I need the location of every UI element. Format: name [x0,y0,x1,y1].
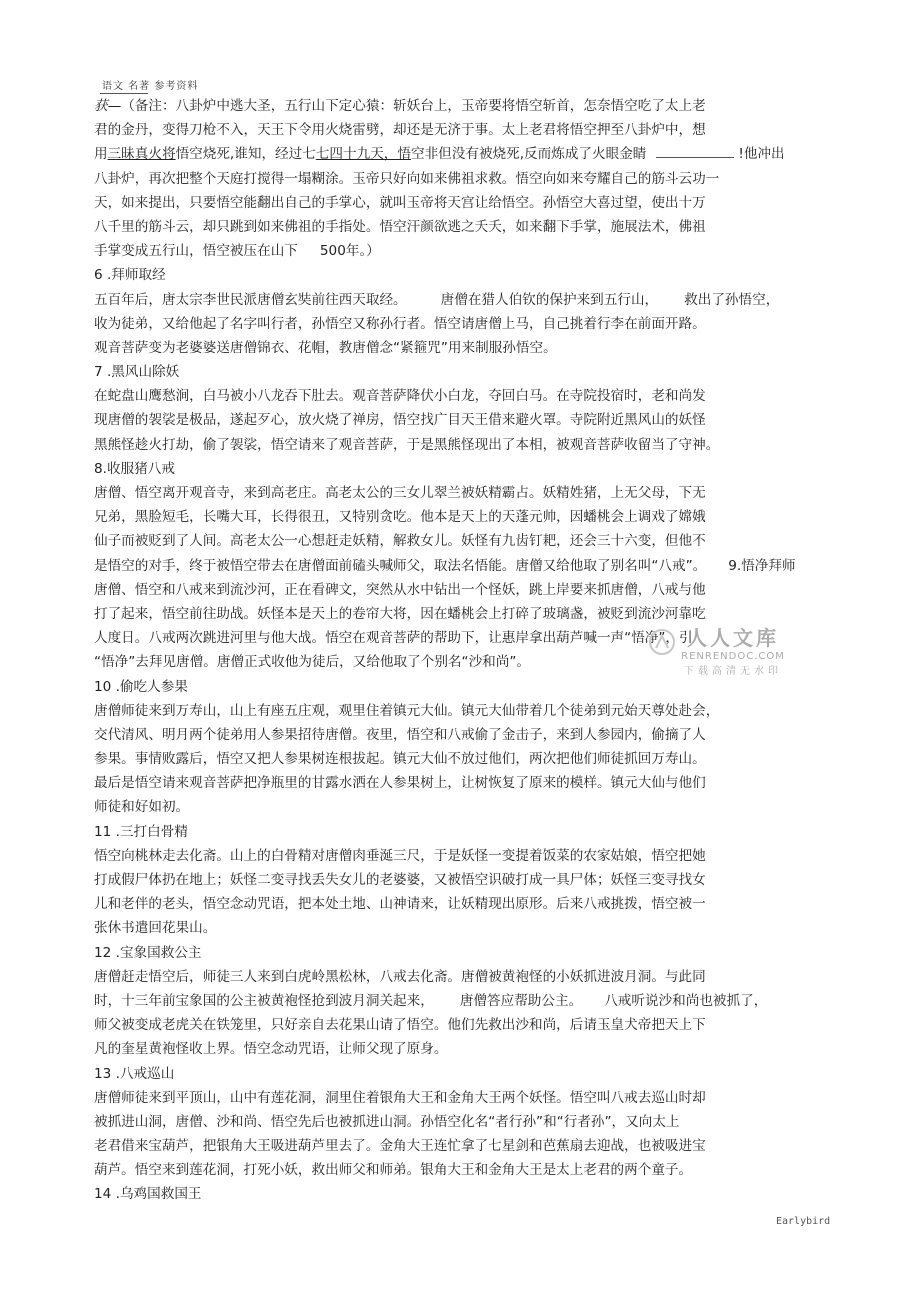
text-line: 唐僧师徒来到平顶山，山中有莲花洞，洞里住着银角大王和金角大王两个妖怪。悟空叫八戒去巡山时却 [94,1089,706,1106]
text-line [94,288,814,312]
text-line: 悟空向桃林走去化斋。山上的白骨精对唐僧肉垂涎三尺，于是妖怪一变提着饭菜的农家姑娘，悟空把她 [94,847,706,864]
section-heading: 13 .八戒巡山 [94,1065,175,1082]
text-fragment: 500年。） [319,243,380,260]
text-line: 唐僧师徒来到万寿山，山上有座五庄观，观里住着镇元大仙。镇元大仙带着几个徒弟到元始天尊处赴会， [94,702,720,719]
section-heading: 9.悟净拜师 [728,557,796,574]
text-line: 唐僧赶走悟空后，师徒三人来到白虎岭黑松林，八戒去化斋。唐僧被黄袍怪的小妖抓进波月洞。与此同 [94,968,706,985]
text-fragment: 唐僧在猎人伯钦的保护来到五行山， [440,291,659,308]
text-line: 人度日。八戒两次跳进河里与他大战。悟空在观音菩萨的帮助下，让惠岸拿出葫芦喊一声“悟净”，引 [94,630,693,647]
text-line: 交代清风、明月两个徒弟用人参果招待唐僧。夜里，悟空和八戒偷了金击子，来到人参园内，偷摘了人 [94,726,706,743]
text-line: 兄弟，黑脸短毛，长嘴大耳，长得很丑，又特别贪吃。他本是天上的天蓬元帅，因蟠桃会上调戏了嫦娥 [94,509,706,526]
text-line: 八卦炉，再次把整个天庭打搅得一塌糊涂。玉帝只好向如来佛祖求救。悟空向如来夸耀自己的筋斗云功一 [94,170,720,187]
text-fragment: 用 [94,146,108,163]
section-heading: 12 .宝象国救公主 [94,944,202,961]
text-line: 被抓进山洞，唐僧、沙和尚、悟空先后也被抓进山洞。孙悟空化名“者行孙”和“行者孙”，又向太上 [94,1113,680,1130]
text-line: 师徒和好如初。 [94,799,190,816]
text-line: 黑熊怪趁火打劫，偷了袈裟，悟空请来了观音菩萨，于是黑熊怪现出了本相，被观音菩萨收留当了守神。 [94,436,720,453]
section-heading: 6 .拜师取经 [94,267,166,284]
text-line: 儿和老伴的老头，悟空念动咒语，把本处土地、山神请来，让妖精现出原形。后来八戒挑拨，悟空被一 [94,896,706,913]
text-fragment: 时，十三年前宝象国的公主被黄袍怪抢到波月洞关起来， [94,992,434,1009]
text-fragment: !他冲出 [738,146,785,163]
text-line: 仙子而被贬到了人间。高老太公一心想赶走妖精，解救女儿。妖怪有九齿钉耙，还会三十六变，但他不 [94,533,706,550]
text-fragment: 手掌变成五行山，悟空被压在山下 [94,243,298,260]
page-header: 语文 名著 参考资料 [102,81,199,92]
text-fragment: 五百年后，唐太宗李世民派唐僧玄奘前往西天取经。 [94,291,407,308]
text-line [94,239,814,263]
text-fragment: 唐僧答应帮助公主。 [459,992,583,1009]
text-line: 八千里的筋斗云，却只跳到如来佛祖的手指处。悟空汗颜欲逃之夭夭，如来翻下手掌，施展法术，佛祖 [94,218,706,235]
watermark-title: 人人文库 [687,626,779,650]
text-line: 打了起来，悟空前往助战。妖怪本是天上的卷帘大将，因在蟠桃会上打碎了玻璃盏，被贬到流沙河靠吃 [94,605,706,622]
text-line: 天，如来提出，只要悟空能翻出自己的手掌心，就叫玉帝将天宫让给悟空。孙悟空大喜过望，使出十万 [94,194,706,211]
section-heading: 10 .偷吃人参果 [94,678,188,695]
watermark-logo-icon [648,628,676,656]
watermark-subtitle: 下载高清无水印 [684,666,782,677]
underlined-text: 三昧真火将 [107,146,176,163]
page-footer: Earlybird [776,1216,831,1227]
fill-blank [656,143,734,158]
text-line: 现唐僧的袈裟是极品，遂起歹心，放火烧了禅房，悟空找广目天王借来避火罩。寺院附近黑风山的妖怪 [94,412,706,429]
section-heading: 7 .黑风山除妖 [94,364,180,381]
text-fragment: 救出了孙悟空， [684,291,780,308]
text-fragment: 空非但没有被烧死,反而炼成了火眼金睛 [410,146,647,163]
text-fragment: 是悟空的对手，终于被悟空带去在唐僧面前磕头喊师父，取法名悟能。唐僧又给他取了别名叫“八戒”。 [94,557,707,574]
text-line [94,94,814,118]
text-line: 君的金丹，变得刀枪不入，天王下令用火烧雷劈，却还是无济于事。太上老君将悟空押至八卦炉中，想 [94,122,706,139]
text-fragment: 获— [94,98,122,114]
text-line: 收为徒弟，又给他起了名字叫行者，孙悟空又称孙行者。悟空请唐僧上马，自己挑着行李在前面开路。 [94,315,706,332]
text-line: 张休书遣回花果山。 [94,920,217,937]
text-line: 观音菩萨变为老婆婆送唐僧锦衣、花帽，教唐僧念“紧箍咒”用来制服孙悟空。 [94,339,557,356]
section-heading: 8.收服猪八戒 [94,460,175,477]
text-line: 葫芦。悟空来到莲花洞，打死小妖，救出师父和师弟。银角大王和金角大王是太上老君的两个童子。 [94,1162,693,1179]
text-line: 参果。事情败露后，悟空又把人参果树连根拔起。镇元大仙不放过他们，两次把他们师徒抓回万寿山。 [94,751,706,768]
text-fragment: （备注：八卦炉中逃大圣，五行山下定心猿：斩妖台上，玉帝要将悟空斩首，怎奈悟空吃了太上老 [121,98,706,114]
text-line: 师父被变成老虎关在铁笼里，只好亲自去花果山请了悟空。他们先救出沙和尚，后请玉皇犬帝把天上下 [94,1017,706,1034]
text-line: 老君借来宝葫芦，把银角大王吸进葫芦里去了。金角大王连忙拿了七星剑和芭蕉扇去迎战，也被吸进宝 [94,1138,706,1155]
text-line: 在蛇盘山鹰愁涧，白马被小八龙吞下肚去。观音菩萨降伏小白龙，夺回白马。在寺院投宿时，老和尚发 [94,388,706,405]
watermark-url: RENRENDOC.COM [681,651,785,662]
text-line [94,554,814,578]
text-line: 凡的奎星黄袍怪收上界。悟空念动咒语，让师父现了原身。 [94,1041,448,1058]
watermark [678,622,788,677]
text-line [94,989,814,1013]
section-heading: 14 .乌鸡国救国王 [94,1186,202,1203]
text-line: 打成假尸体扔在地上；妖怪二变寻找丢失女儿的老婆婆，又被悟空识破打成一具尸体；妖怪三变寻找女 [94,872,706,888]
text-fragment: 八戒听说沙和尚也被抓了， [604,992,768,1009]
text-fragment: 悟空烧死,谁知，经过七 [175,146,316,163]
text-line: 唐僧、悟空离开观音寺，来到高老庄。高老太公的三女儿翠兰被妖精霸占。妖精姓猪，上无父母，下无 [94,485,706,501]
underlined-text: 七四十九天，悟 [315,146,411,163]
text-line: “悟净”去拜见唐僧。唐僧正式收他为徒后，又给他取了个别名“沙和尚”。 [94,654,530,671]
text-line [94,142,814,166]
text-line: 唐僧、悟空和八戒来到流沙河，正在看碑文，突然从水中钻出一个怪妖，跳上岸要来抓唐僧，八戒与他 [94,581,706,598]
section-heading: 11 .三打白骨精 [94,823,188,840]
text-line: 最后是悟空请来观音菩萨把净瓶里的甘露水洒在人参果树上，让树恢复了原来的模样。镇元大仙与他们 [94,775,706,792]
